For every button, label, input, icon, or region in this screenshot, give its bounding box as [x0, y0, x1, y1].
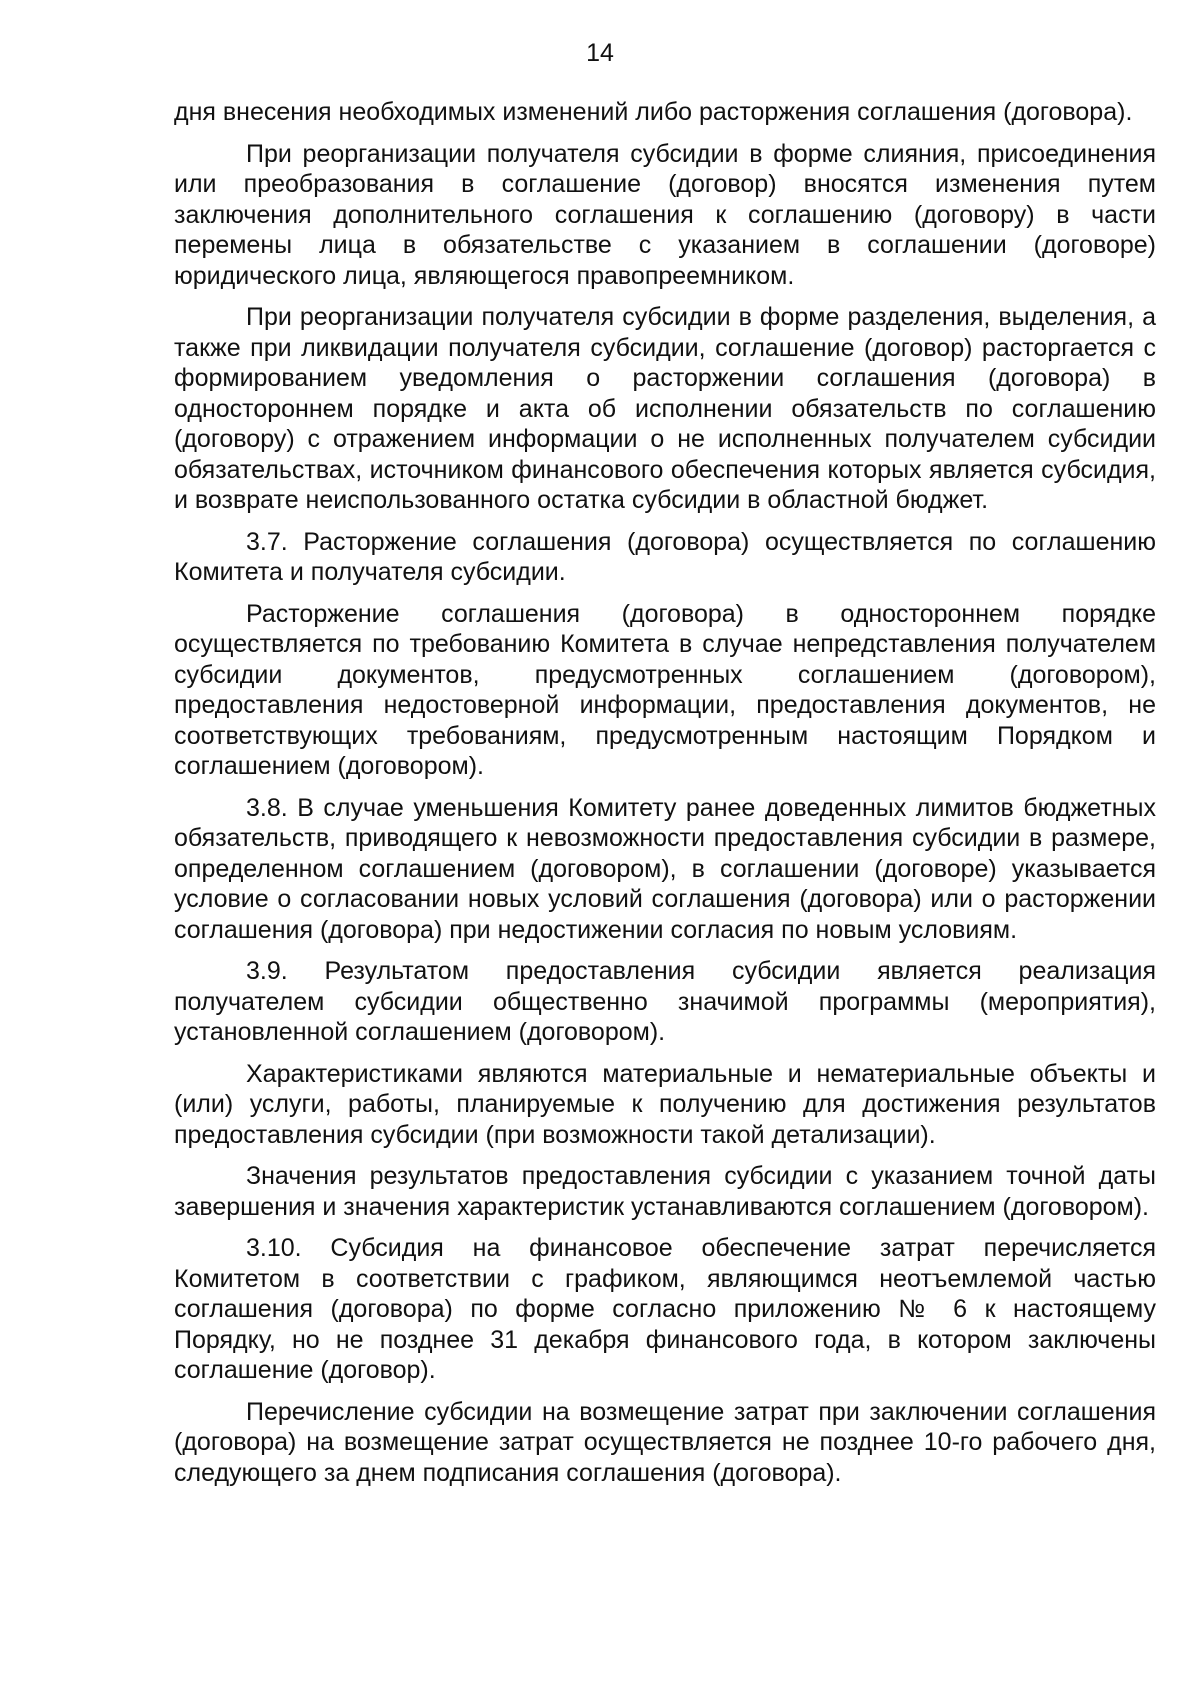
- paragraph-reorganization-merger: При реорганизации получателя субсидии в форме слияния, присоединения или преобразования в соглашение (договор) вносятся изменения путем заключения дополнительного соглашения к соглашению (договору) в части перемены лица в обязательстве с указанием в соглашении (договоре) юридического лица, являющегося правопреемником.: [174, 139, 1156, 290]
- paragraph-reorganization-division: При реорганизации получателя субсидии в форме разделения, выделения, а также при ликвидации получателя субсидии, соглашение (договор) расторгается с формированием уведомления о расторжении соглашения (договора) в одностороннем порядке и акта об исполнении обязательств по соглашению (договору) с отражением информации о не исполненных получателем субсидии обязательствах, источником финансового обеспечения которых является субсидия, и возврате неиспользованного остатка субсидии в областной бюджет.: [174, 303, 1156, 514]
- paragraph-unilateral-termination: Расторжение соглашения (договора) в одностороннем порядке осуществляется по требованию Комитета в случае непредставления получателем субсидии документов, предусмотренных соглашением (договором), предоставления недостоверной информации, предоставления документов, не соответствующих требованиям, предусмотренным настоящим Порядком и соглашением (договором).: [174, 599, 1156, 780]
- paragraph-3-8: 3.8. В случае уменьшения Комитету ранее доведенных лимитов бюджетных обязательств, приводящего к невозможности предоставления субсидии в размере, определенном соглашением (договором), в соглашении (договоре) указывается условие о согласовании новых условий соглашения (договора) или о расторжении соглашения (договора) при недостижении согласия по новым условиям.: [174, 793, 1156, 944]
- paragraph-3-9: 3.9. Результатом предоставления субсидии является реализация получателем субсидии общественно значимой программы (мероприятия), установленной соглашением (договором).: [174, 957, 1156, 1046]
- paragraph-characteristics: Характеристиками являются материальные и нематериальные объекты и (или) услуги, работы, планируемые к получению для достижения результатов предоставления субсидии (при возможности такой детализации).: [174, 1059, 1156, 1149]
- paragraph-reimbursement-transfer: Перечисление субсидии на возмещение затрат при заключении соглашения (договора) на возмещение затрат осуществляется не позднее 10-го рабочего дня, следующего за днем подписания соглашения (договора).: [174, 1397, 1156, 1487]
- page-number: 14: [586, 39, 614, 67]
- paragraph-result-values: Значения результатов предоставления субсидии с указанием точной даты завершения и значения характеристик устанавливаются соглашением (договором).: [174, 1162, 1156, 1221]
- document-body: [174, 97, 1156, 1499]
- paragraph-3-10: 3.10. Субсидия на финансовое обеспечение затрат перечисляется Комитетом в соответствии с графиком, являющимся неотъемлемой частью соглашения (договора) по форме согласно приложению № 6 к настоящему Порядку, но не позднее 31 декабря финансового года, в котором заключены соглашение (договор).: [174, 1234, 1156, 1384]
- paragraph-continuation: дня внесения необходимых изменений либо расторжения соглашения (договора).: [174, 98, 1133, 126]
- paragraph-3-7: 3.7. Расторжение соглашения (договора) осуществляется по соглашению Комитета и получателя субсидии.: [174, 527, 1156, 586]
